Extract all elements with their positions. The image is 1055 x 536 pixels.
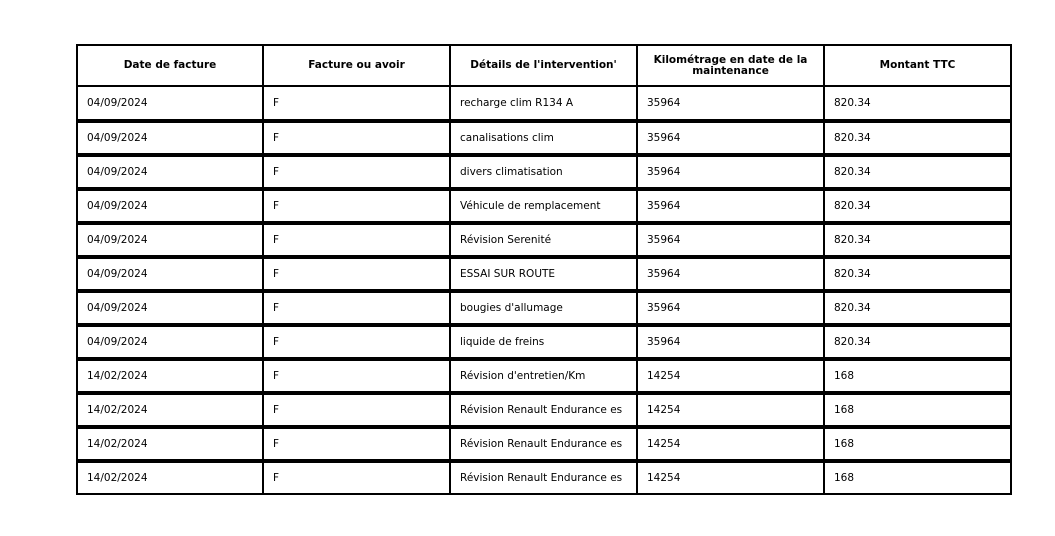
cell-details: Véhicule de remplacement xyxy=(451,189,638,223)
table-row xyxy=(76,291,1012,325)
table-row xyxy=(76,155,1012,189)
table-row xyxy=(76,87,1012,121)
cell-amount: 820.34 xyxy=(825,223,1012,257)
cell-amount: 820.34 xyxy=(825,189,1012,223)
table-row xyxy=(76,461,1012,495)
cell-date: 14/02/2024 xyxy=(76,359,264,393)
table-row xyxy=(76,189,1012,223)
cell-type: F xyxy=(264,291,451,325)
cell-type: F xyxy=(264,189,451,223)
table-row xyxy=(76,325,1012,359)
cell-details: Révision d'entretien/Km xyxy=(451,359,638,393)
header-mileage: Kilométrage en date de la maintenance xyxy=(638,44,825,87)
cell-details: Révision Serenité xyxy=(451,223,638,257)
cell-date: 14/02/2024 xyxy=(76,393,264,427)
header-invoice-or-credit: Facture ou avoir xyxy=(264,44,451,87)
cell-details: Révision Renault Endurance es xyxy=(451,461,638,495)
cell-details: Révision Renault Endurance es xyxy=(451,427,638,461)
cell-date: 04/09/2024 xyxy=(76,155,264,189)
cell-mileage: 35964 xyxy=(638,189,825,223)
cell-type: F xyxy=(264,87,451,121)
cell-mileage: 35964 xyxy=(638,87,825,121)
cell-date: 04/09/2024 xyxy=(76,257,264,291)
cell-mileage: 14254 xyxy=(638,359,825,393)
cell-amount: 168 xyxy=(825,427,1012,461)
cell-mileage: 35964 xyxy=(638,155,825,189)
cell-details: ESSAI SUR ROUTE xyxy=(451,257,638,291)
cell-amount: 820.34 xyxy=(825,257,1012,291)
cell-date: 04/09/2024 xyxy=(76,291,264,325)
cell-details: Révision Renault Endurance es xyxy=(451,393,638,427)
header-invoice-date: Date de facture xyxy=(76,44,264,87)
cell-type: F xyxy=(264,121,451,155)
cell-date: 04/09/2024 xyxy=(76,87,264,121)
header-amount-ttc: Montant TTC xyxy=(825,44,1012,87)
cell-amount: 820.34 xyxy=(825,291,1012,325)
cell-details: bougies d'allumage xyxy=(451,291,638,325)
cell-type: F xyxy=(264,325,451,359)
table-header xyxy=(76,44,1012,87)
table-row xyxy=(76,427,1012,461)
cell-type: F xyxy=(264,155,451,189)
cell-amount: 168 xyxy=(825,461,1012,495)
table-row xyxy=(76,359,1012,393)
cell-amount: 820.34 xyxy=(825,87,1012,121)
cell-details: divers climatisation xyxy=(451,155,638,189)
cell-date: 04/09/2024 xyxy=(76,223,264,257)
cell-date: 04/09/2024 xyxy=(76,325,264,359)
cell-details: canalisations clim xyxy=(451,121,638,155)
cell-mileage: 14254 xyxy=(638,461,825,495)
maintenance-table-container xyxy=(76,44,1012,495)
header-row xyxy=(76,44,1012,87)
table-row xyxy=(76,223,1012,257)
cell-mileage: 14254 xyxy=(638,393,825,427)
cell-details: recharge clim R134 A xyxy=(451,87,638,121)
cell-type: F xyxy=(264,461,451,495)
cell-amount: 168 xyxy=(825,359,1012,393)
cell-date: 04/09/2024 xyxy=(76,121,264,155)
cell-amount: 168 xyxy=(825,393,1012,427)
cell-date: 04/09/2024 xyxy=(76,189,264,223)
cell-amount: 820.34 xyxy=(825,325,1012,359)
maintenance-table xyxy=(76,44,1012,495)
header-intervention-details: Détails de l'intervention' xyxy=(451,44,638,87)
cell-details: liquide de freins xyxy=(451,325,638,359)
cell-mileage: 35964 xyxy=(638,291,825,325)
cell-amount: 820.34 xyxy=(825,155,1012,189)
cell-mileage: 35964 xyxy=(638,257,825,291)
cell-mileage: 14254 xyxy=(638,427,825,461)
table-body xyxy=(76,87,1012,495)
cell-mileage: 35964 xyxy=(638,121,825,155)
cell-type: F xyxy=(264,257,451,291)
cell-mileage: 35964 xyxy=(638,325,825,359)
cell-type: F xyxy=(264,393,451,427)
cell-type: F xyxy=(264,223,451,257)
table-row xyxy=(76,121,1012,155)
cell-type: F xyxy=(264,427,451,461)
cell-date: 14/02/2024 xyxy=(76,427,264,461)
cell-type: F xyxy=(264,359,451,393)
cell-mileage: 35964 xyxy=(638,223,825,257)
cell-date: 14/02/2024 xyxy=(76,461,264,495)
table-row xyxy=(76,393,1012,427)
cell-amount: 820.34 xyxy=(825,121,1012,155)
table-row xyxy=(76,257,1012,291)
